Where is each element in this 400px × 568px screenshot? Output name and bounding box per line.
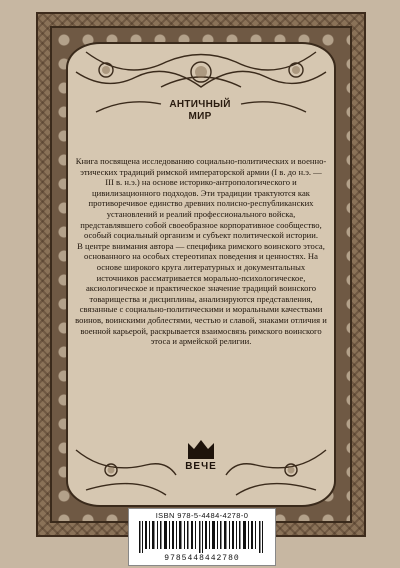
description-paragraph-2: В центре внимания автора — специфика римского воинского этоса, основанного на особых стереотипах поведения и ценностях. На основе широкого круга литературных и документальных источников рассматривается морально-психологическое, аксиологическое и практическое значение традиций воинского товарищества и дисциплины, анализируются представления, связанные с социально-политическими и моральными качествами воинов, воинскими доблестями, честью и славой, знаками отличия и военной карьерой, раскрывается взаимосвязь римского воинского этоса и армейской религии. (75, 240, 327, 347)
isbn-number: ISBN 978-5-4484-4278-0 (155, 511, 249, 520)
publisher-name: ВЕЧЕ (185, 461, 217, 472)
barcode-digits: 9785448442780 (164, 554, 240, 563)
book-description (75, 156, 327, 347)
description-paragraph-1: Книга посвящена исследованию социально-политических и военно-этических традиций римской императорской армии (I в. до н.э. — III в. н.э.) на основе историко-антропологического и цивилизационного подходов. Эти традиции трактуются как противоречивое единство древних полисно-республиканских установлений и реалий профессионального войска, представлявшего собой своеобразное корпоративное сообщество, особый социальный организм и субъект политической истории. (75, 156, 327, 241)
barcode-label (128, 508, 276, 566)
series-title-line-1: АНТИЧНЫЙ (169, 99, 231, 110)
barcode-icon (139, 521, 265, 553)
series-title-line-2: МИР (188, 111, 212, 122)
series-title (0, 99, 400, 123)
